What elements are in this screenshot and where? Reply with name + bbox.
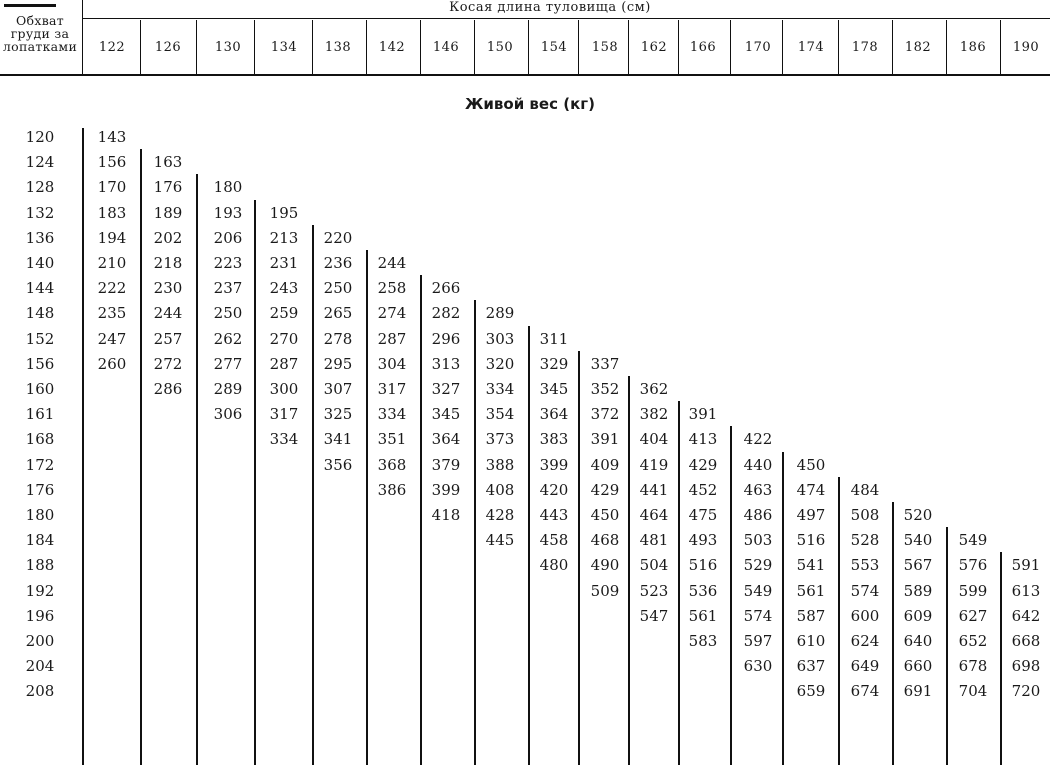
table-cell: 504 bbox=[639, 556, 669, 575]
table-cell: 334 bbox=[377, 405, 407, 424]
table-cell: 516 bbox=[796, 531, 826, 550]
table-cell: 329 bbox=[539, 354, 569, 373]
table-cell: 391 bbox=[688, 405, 718, 424]
table-cell: 364 bbox=[539, 405, 569, 424]
column-header: 182 bbox=[904, 40, 932, 55]
column-header: 134 bbox=[270, 40, 298, 55]
table-cell: 337 bbox=[590, 354, 620, 373]
table-cell: 591 bbox=[1011, 556, 1041, 575]
table-cell: 549 bbox=[958, 531, 988, 550]
table-cell: 223 bbox=[213, 254, 243, 272]
table-cell: 362 bbox=[639, 380, 669, 398]
body-title: Живой вес (кг) bbox=[465, 95, 595, 113]
table-cell: 194 bbox=[97, 228, 127, 247]
body-column-divider bbox=[254, 200, 256, 765]
table-cell: 270 bbox=[269, 329, 299, 348]
table-cell: 278 bbox=[323, 329, 353, 348]
table-cell: 561 bbox=[688, 606, 718, 625]
table-cell: 373 bbox=[485, 430, 515, 449]
table-cell: 587 bbox=[796, 606, 826, 625]
table-cell: 450 bbox=[590, 506, 620, 524]
table-cell: 222 bbox=[97, 279, 127, 298]
table-cell: 345 bbox=[539, 380, 569, 398]
table-cell: 452 bbox=[688, 480, 718, 499]
table-cell: 193 bbox=[213, 203, 243, 222]
table-cell: 354 bbox=[485, 405, 515, 424]
table-cell: 540 bbox=[903, 531, 933, 550]
table-cell: 493 bbox=[688, 531, 718, 550]
table-cell: 296 bbox=[431, 329, 461, 348]
table-cell: 244 bbox=[153, 304, 183, 323]
table-cell: 304 bbox=[377, 354, 407, 373]
header-column-divider bbox=[140, 20, 141, 74]
table-cell: 170 bbox=[97, 178, 127, 197]
table-cell: 300 bbox=[269, 380, 299, 398]
table-cell: 243 bbox=[269, 279, 299, 298]
table-cell: 440 bbox=[743, 455, 773, 474]
table-cell: 334 bbox=[485, 380, 515, 398]
table-cell: 260 bbox=[97, 354, 127, 373]
table-cell: 486 bbox=[743, 506, 773, 524]
row-label: 161 bbox=[25, 405, 55, 424]
row-label: 136 bbox=[25, 228, 55, 247]
table-cell: 287 bbox=[377, 329, 407, 348]
table-cell: 206 bbox=[213, 228, 243, 247]
row-label: 172 bbox=[25, 455, 55, 474]
table-cell: 244 bbox=[377, 254, 407, 272]
table-cell: 529 bbox=[743, 556, 773, 575]
row-label: 176 bbox=[25, 480, 55, 499]
table-cell: 630 bbox=[743, 657, 773, 676]
top-header-rule bbox=[82, 18, 1050, 19]
table-cell: 520 bbox=[903, 506, 933, 524]
table-cell: 419 bbox=[639, 455, 669, 474]
table-cell: 277 bbox=[213, 354, 243, 373]
table-cell: 282 bbox=[431, 304, 461, 323]
table-cell: 247 bbox=[97, 329, 127, 348]
table-cell: 143 bbox=[97, 128, 127, 146]
table-cell: 327 bbox=[431, 380, 461, 398]
table-cell: 613 bbox=[1011, 581, 1041, 600]
table-cell: 250 bbox=[323, 279, 353, 298]
table-cell: 649 bbox=[850, 657, 880, 676]
table-cell: 474 bbox=[796, 480, 826, 499]
table-cell: 317 bbox=[377, 380, 407, 398]
column-header: 166 bbox=[689, 40, 717, 55]
table-cell: 237 bbox=[213, 279, 243, 298]
table-cell: 382 bbox=[639, 405, 669, 424]
table-cell: 311 bbox=[539, 329, 569, 348]
row-label: 156 bbox=[25, 354, 55, 373]
table-cell: 668 bbox=[1011, 632, 1041, 650]
row-label: 152 bbox=[25, 329, 55, 348]
table-cell: 317 bbox=[269, 405, 299, 424]
table-cell: 218 bbox=[153, 254, 183, 272]
column-header: 130 bbox=[214, 40, 242, 55]
table-cell: 404 bbox=[639, 430, 669, 449]
table-cell: 231 bbox=[269, 254, 299, 272]
table-cell: 368 bbox=[377, 455, 407, 474]
row-label: 144 bbox=[25, 279, 55, 298]
row-label: 124 bbox=[25, 153, 55, 172]
table-cell: 220 bbox=[323, 228, 353, 247]
table-cell: 627 bbox=[958, 606, 988, 625]
table-cell: 266 bbox=[431, 279, 461, 298]
table-cell: 659 bbox=[796, 682, 826, 701]
table-cell: 372 bbox=[590, 405, 620, 424]
table-cell: 536 bbox=[688, 581, 718, 600]
table-cell: 189 bbox=[153, 203, 183, 222]
table-cell: 422 bbox=[743, 430, 773, 449]
table-cell: 272 bbox=[153, 354, 183, 373]
table-cell: 458 bbox=[539, 531, 569, 550]
table-cell: 609 bbox=[903, 606, 933, 625]
table-cell: 445 bbox=[485, 531, 515, 550]
table-cell: 409 bbox=[590, 455, 620, 474]
row-label: 140 bbox=[25, 254, 55, 272]
table-cell: 441 bbox=[639, 480, 669, 499]
table-cell: 265 bbox=[323, 304, 353, 323]
row-label: 160 bbox=[25, 380, 55, 398]
table-cell: 481 bbox=[639, 531, 669, 550]
table-cell: 259 bbox=[269, 304, 299, 323]
table-cell: 541 bbox=[796, 556, 826, 575]
row-label: 120 bbox=[25, 128, 55, 146]
table-cell: 516 bbox=[688, 556, 718, 575]
column-header: 174 bbox=[797, 40, 825, 55]
column-group-title: Косая длина туловища (см) bbox=[449, 0, 651, 15]
header-column-divider bbox=[254, 20, 255, 74]
table-cell: 345 bbox=[431, 405, 461, 424]
table-cell: 490 bbox=[590, 556, 620, 575]
table-cell: 325 bbox=[323, 405, 353, 424]
table-cell: 561 bbox=[796, 581, 826, 600]
table-cell: 600 bbox=[850, 606, 880, 625]
table-cell: 547 bbox=[639, 606, 669, 625]
table-cell: 576 bbox=[958, 556, 988, 575]
table-cell: 720 bbox=[1011, 682, 1041, 701]
table-cell: 195 bbox=[269, 203, 299, 222]
table-cell: 356 bbox=[323, 455, 353, 474]
table-cell: 320 bbox=[485, 354, 515, 373]
table-cell: 443 bbox=[539, 506, 569, 524]
table-cell: 183 bbox=[97, 203, 127, 222]
header-column-divider bbox=[730, 20, 731, 74]
table-cell: 210 bbox=[97, 254, 127, 272]
table-cell: 652 bbox=[958, 632, 988, 650]
table-cell: 383 bbox=[539, 430, 569, 449]
table-cell: 213 bbox=[269, 228, 299, 247]
table-cell: 250 bbox=[213, 304, 243, 323]
table-cell: 386 bbox=[377, 480, 407, 499]
column-header: 190 bbox=[1012, 40, 1040, 55]
table-cell: 341 bbox=[323, 430, 353, 449]
row-header-line-3: лопатками bbox=[2, 39, 78, 54]
table-cell: 303 bbox=[485, 329, 515, 348]
body-column-divider bbox=[82, 128, 84, 765]
column-header: 170 bbox=[744, 40, 772, 55]
table-cell: 364 bbox=[431, 430, 461, 449]
table-cell: 567 bbox=[903, 556, 933, 575]
table-cell: 642 bbox=[1011, 606, 1041, 625]
table-cell: 637 bbox=[796, 657, 826, 676]
table-cell: 589 bbox=[903, 581, 933, 600]
row-label: 188 bbox=[25, 556, 55, 575]
table-cell: 660 bbox=[903, 657, 933, 676]
table-cell: 691 bbox=[903, 682, 933, 701]
table-cell: 202 bbox=[153, 228, 183, 247]
table-cell: 352 bbox=[590, 380, 620, 398]
table-cell: 287 bbox=[269, 354, 299, 373]
table-cell: 163 bbox=[153, 153, 183, 172]
table-cell: 574 bbox=[743, 606, 773, 625]
table-cell: 523 bbox=[639, 581, 669, 600]
table-cell: 420 bbox=[539, 480, 569, 499]
table-cell: 295 bbox=[323, 354, 353, 373]
table-cell: 388 bbox=[485, 455, 515, 474]
table-cell: 351 bbox=[377, 430, 407, 449]
row-header-line-1: Обхват bbox=[15, 13, 65, 28]
row-label: 128 bbox=[25, 178, 55, 197]
table-cell: 450 bbox=[796, 455, 826, 474]
table-cell: 610 bbox=[796, 632, 826, 650]
table-cell: 463 bbox=[743, 480, 773, 499]
table-cell: 236 bbox=[323, 254, 353, 272]
column-header: 178 bbox=[851, 40, 879, 55]
table-cell: 418 bbox=[431, 506, 461, 524]
row-header-line-2: груди за bbox=[10, 26, 70, 41]
table-cell: 286 bbox=[153, 380, 183, 398]
column-header: 138 bbox=[324, 40, 352, 55]
table-cell: 391 bbox=[590, 430, 620, 449]
table-cell: 464 bbox=[639, 506, 669, 524]
table-cell: 408 bbox=[485, 480, 515, 499]
table-cell: 678 bbox=[958, 657, 988, 676]
column-header: 146 bbox=[432, 40, 460, 55]
row-header-label bbox=[0, 14, 80, 53]
table-cell: 497 bbox=[796, 506, 826, 524]
row-label: 200 bbox=[25, 632, 55, 650]
table-cell: 235 bbox=[97, 304, 127, 323]
row-label: 180 bbox=[25, 506, 55, 524]
table-cell: 509 bbox=[590, 581, 620, 600]
table-cell: 156 bbox=[97, 153, 127, 172]
table-cell: 313 bbox=[431, 354, 461, 373]
column-header: 126 bbox=[154, 40, 182, 55]
table-cell: 704 bbox=[958, 682, 988, 701]
table-cell: 468 bbox=[590, 531, 620, 550]
column-header: 162 bbox=[640, 40, 668, 55]
row-label: 184 bbox=[25, 531, 55, 550]
table-cell: 306 bbox=[213, 405, 243, 424]
row-label: 208 bbox=[25, 682, 55, 701]
table-cell: 258 bbox=[377, 279, 407, 298]
table-cell: 674 bbox=[850, 682, 880, 701]
table-cell: 230 bbox=[153, 279, 183, 298]
table-cell: 574 bbox=[850, 581, 880, 600]
table-cell: 413 bbox=[688, 430, 718, 449]
table-cell: 289 bbox=[213, 380, 243, 398]
row-label: 192 bbox=[25, 581, 55, 600]
table-cell: 599 bbox=[958, 581, 988, 600]
table-cell: 428 bbox=[485, 506, 515, 524]
body-column-divider bbox=[196, 174, 198, 765]
column-header: 142 bbox=[378, 40, 406, 55]
header-column-divider bbox=[196, 20, 197, 74]
table-cell: 429 bbox=[590, 480, 620, 499]
table-cell: 379 bbox=[431, 455, 461, 474]
table-cell: 307 bbox=[323, 380, 353, 398]
table-cell: 399 bbox=[539, 455, 569, 474]
column-header: 154 bbox=[540, 40, 568, 55]
table-cell: 429 bbox=[688, 455, 718, 474]
table-cell: 274 bbox=[377, 304, 407, 323]
table-cell: 180 bbox=[213, 178, 243, 197]
table-cell: 640 bbox=[903, 632, 933, 650]
column-header: 122 bbox=[98, 40, 126, 55]
column-header: 158 bbox=[591, 40, 619, 55]
table-cell: 624 bbox=[850, 632, 880, 650]
table-cell: 262 bbox=[213, 329, 243, 348]
table-cell: 484 bbox=[850, 480, 880, 499]
table-cell: 289 bbox=[485, 304, 515, 323]
table-cell: 528 bbox=[850, 531, 880, 550]
table-cell: 583 bbox=[688, 632, 718, 650]
table-cell: 257 bbox=[153, 329, 183, 348]
column-header: 150 bbox=[486, 40, 514, 55]
table-cell: 503 bbox=[743, 531, 773, 550]
header-column-divider bbox=[82, 0, 83, 74]
table-cell: 475 bbox=[688, 506, 718, 524]
table-cell: 698 bbox=[1011, 657, 1041, 676]
row-label: 204 bbox=[25, 657, 55, 676]
table-cell: 597 bbox=[743, 632, 773, 650]
column-header: 186 bbox=[959, 40, 987, 55]
table-cell: 549 bbox=[743, 581, 773, 600]
header-bottom-rule bbox=[0, 74, 1050, 76]
table-cell: 553 bbox=[850, 556, 880, 575]
table-cell: 176 bbox=[153, 178, 183, 197]
top-left-rule bbox=[4, 4, 56, 7]
row-label: 196 bbox=[25, 606, 55, 625]
row-label: 132 bbox=[25, 203, 55, 222]
row-label: 168 bbox=[25, 430, 55, 449]
table-cell: 334 bbox=[269, 430, 299, 449]
body-column-divider bbox=[366, 250, 368, 765]
table-cell: 399 bbox=[431, 480, 461, 499]
table-cell: 508 bbox=[850, 506, 880, 524]
row-label: 148 bbox=[25, 304, 55, 323]
table-cell: 480 bbox=[539, 556, 569, 575]
